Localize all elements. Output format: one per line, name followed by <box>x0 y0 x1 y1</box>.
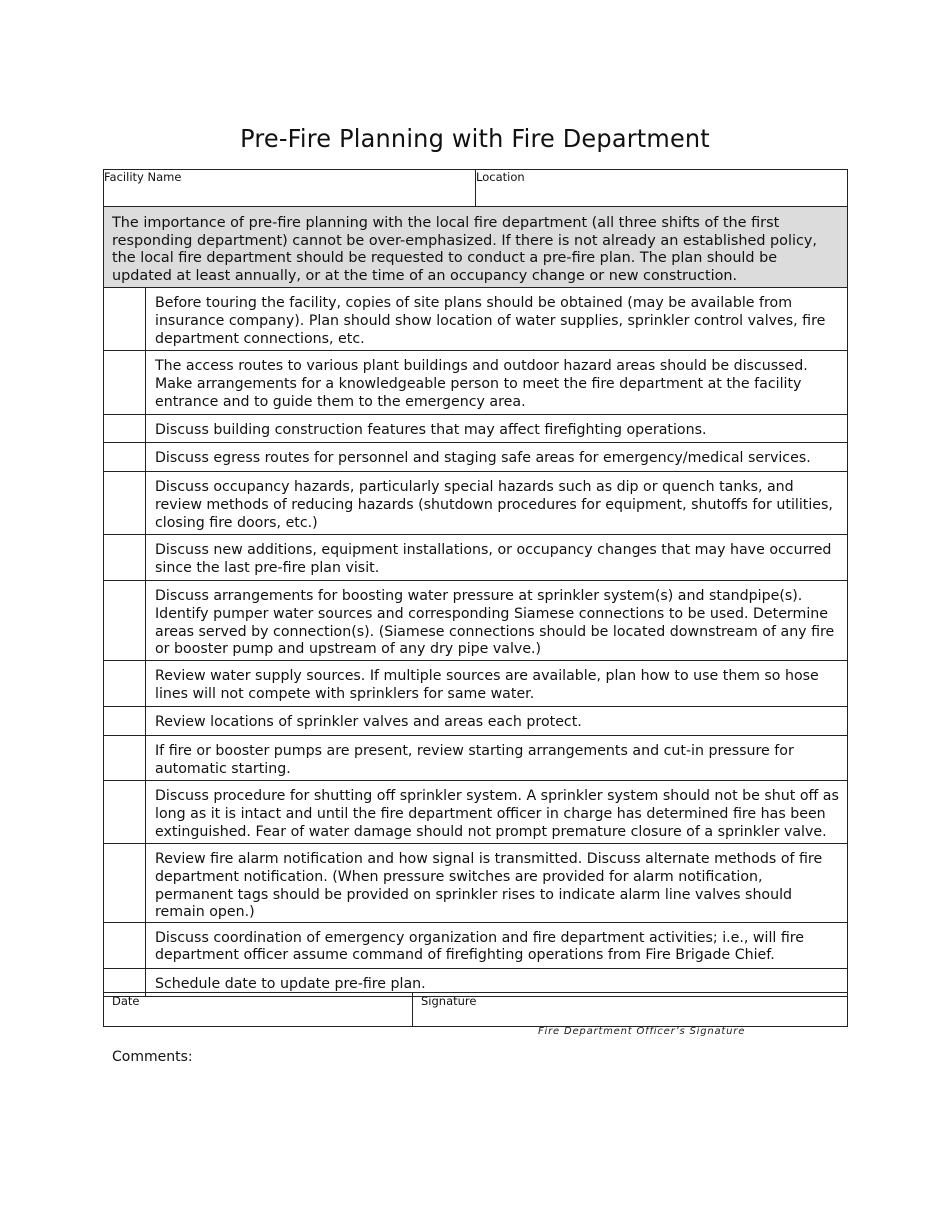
header-row <box>104 170 848 207</box>
pre-fire-form <box>103 169 847 997</box>
checklist-row <box>104 415 848 443</box>
check-box[interactable] <box>104 415 146 443</box>
checklist-row <box>104 443 848 472</box>
checklist-row <box>104 535 848 581</box>
checklist-row <box>104 707 848 736</box>
signature-row <box>104 993 848 1027</box>
checklist-row <box>104 844 848 922</box>
checklist-row <box>104 922 848 968</box>
checklist-row <box>104 736 848 781</box>
checklist-item-text: Review fire alarm notification and how signal is transmitted. Discuss alternate methods of fire department notification. (When pressure switches are provided for alarm notification, permanent tags should be provided on sprinkler rises to indicate alarm line valves should remain open.) <box>146 844 848 922</box>
check-box[interactable] <box>104 535 146 581</box>
check-box[interactable] <box>104 736 146 781</box>
facility-name-field[interactable] <box>104 170 476 207</box>
facility-name-label: Facility Name <box>104 170 182 184</box>
checklist-item-text: Discuss coordination of emergency organization and fire department activities; i.e., will fire department officer assume command of firefighting operations from Fire Brigade Chief. <box>146 922 848 968</box>
check-box[interactable] <box>104 844 146 922</box>
signature-field[interactable] <box>413 993 848 1027</box>
signature-caption: Fire Department Officer’s Signature <box>538 1026 746 1037</box>
checklist-item-text: Discuss arrangements for boosting water pressure at sprinkler system(s) and standpipe(s). Identify pumper water sources and corresponding Siamese connections to be used. Determine areas served by connection(s). (Siamese connections should be located downstream of any fire or booster pump and upstream of any dry pipe valve.) <box>146 581 848 661</box>
checklist-item-text: Discuss building construction features that may affect firefighting operations. <box>146 415 848 443</box>
checklist-row <box>104 581 848 661</box>
page-title: Pre-Fire Planning with Fire Department <box>240 124 710 153</box>
checklist-item-text: Review water supply sources. If multiple sources are available, plan how to use them so hose lines will not compete with sprinklers for same water. <box>146 661 848 707</box>
checklist-row <box>104 661 848 707</box>
checklist-item-text: The access routes to various plant buildings and outdoor hazard areas should be discussed. Make arrangements for a knowledgeable person to meet the fire department at the facility entrance and to guide them to the emergency area. <box>146 351 848 415</box>
location-label: Location <box>476 170 525 184</box>
checklist-item-text: Discuss occupancy hazards, particularly special hazards such as dip or quench tanks, and review methods of reducing hazards (shutdown procedures for equipment, shutoffs for utilities, closing fire doors, etc.) <box>146 472 848 535</box>
checklist-row <box>104 472 848 535</box>
checklist-table <box>103 169 848 997</box>
signature-label: Signature <box>421 994 477 1008</box>
checklist-item-text: Discuss new additions, equipment installations, or occupancy changes that may have occurred since the last pre-fire plan visit. <box>146 535 848 581</box>
check-box[interactable] <box>104 922 146 968</box>
check-box[interactable] <box>104 472 146 535</box>
checklist-row <box>104 781 848 844</box>
checklist-row <box>104 288 848 351</box>
checklist-item-text: Schedule date to update pre-fire plan. <box>146 968 848 996</box>
check-box[interactable] <box>104 351 146 415</box>
check-box[interactable] <box>104 443 146 472</box>
checklist-item-text: Discuss egress routes for personnel and staging safe areas for emergency/medical services. <box>146 443 848 472</box>
date-field[interactable] <box>104 993 413 1027</box>
check-box[interactable] <box>104 288 146 351</box>
signature-table <box>103 992 848 1027</box>
check-box[interactable] <box>104 781 146 844</box>
intro-row <box>104 207 848 288</box>
checklist-item-text: Before touring the facility, copies of site plans should be obtained (may be available from insurance company). Plan should show location of water supplies, sprinkler control valves, fire department connections, etc. <box>146 288 848 351</box>
intro-text: The importance of pre-fire planning with the local fire department (all three shifts of the first responding department) cannot be over-emphasized. If there is not already an established policy, the local fire department should be requested to conduct a pre-fire plan. The plan should be updated at least annually, or at the time of an occupancy change or new construction. <box>104 207 848 288</box>
location-field[interactable] <box>476 170 848 207</box>
checklist-item-text: If fire or booster pumps are present, review starting arrangements and cut-in pressure for automatic starting. <box>146 736 848 781</box>
check-box[interactable] <box>104 707 146 736</box>
comments-label: Comments: <box>112 1049 193 1065</box>
check-box[interactable] <box>104 661 146 707</box>
check-box[interactable] <box>104 581 146 661</box>
checklist-item-text: Review locations of sprinkler valves and areas each protect. <box>146 707 848 736</box>
checklist-row <box>104 351 848 415</box>
checklist-item-text: Discuss procedure for shutting off sprinkler system. A sprinkler system should not be shut off as long as it is intact and until the fire department officer in charge has determined fire has been extinguished. Fear of water damage should not prompt premature closure of a sprinkler valve. <box>146 781 848 844</box>
date-label: Date <box>112 994 140 1008</box>
